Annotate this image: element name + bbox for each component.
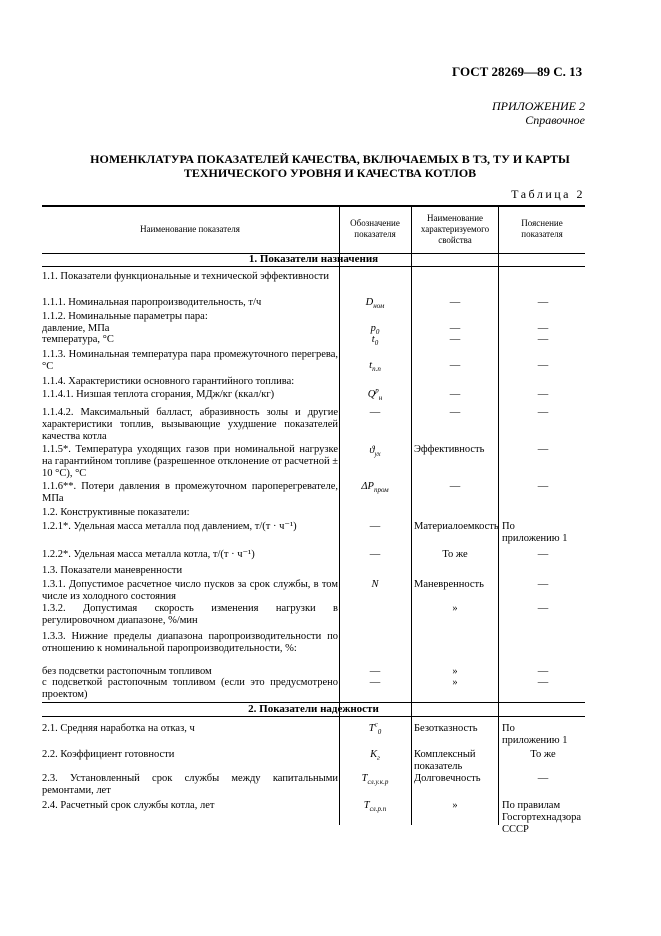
- note-1-2-1: По приложению 1: [502, 521, 568, 544]
- symbol-1-1-3: $t_{п.п}$: [369, 360, 381, 374]
- section-2-divider: [42, 716, 585, 717]
- property-1-1-1: —: [449, 297, 461, 308]
- property-1-1-6: —: [449, 481, 461, 492]
- note-2-2: То же: [530, 749, 556, 760]
- symbol-1-1-1: $D_{ном}$: [365, 297, 385, 311]
- section-title-2: 2. Показатели надежности: [248, 703, 379, 715]
- row-1-3-3b: с подсветкой растопочным топливом (если это предусмотрено проектом): [42, 677, 338, 700]
- section-title-1: 1. Показатели назначения: [248, 253, 379, 265]
- note-1-2-2: —: [537, 549, 549, 560]
- property-1-1-3: —: [449, 360, 461, 371]
- symbol-2-2: $K_г$: [370, 749, 380, 763]
- row-1-1: 1.1. Показатели функциональные и технической эффективности: [42, 271, 329, 282]
- property-1-3-3a: »: [452, 666, 458, 677]
- row-1-1-6: 1.1.6**. Потери давления в промежуточном пароперегревателе, МПа: [42, 481, 338, 504]
- symbol-1-3-3a: —: [369, 666, 381, 677]
- row-1-1-4: 1.1.4. Характеристики основного гарантийного топлива:: [42, 376, 295, 387]
- row-1-3-2: 1.3.2. Допустимая скорость изменения нагрузки в регулировочном диапазоне, %/мин: [42, 603, 338, 626]
- row-1-1-2: 1.1.2. Номинальные параметры пара:: [42, 311, 208, 322]
- property-1-3-3b: »: [452, 677, 458, 688]
- column-header-property: Наименование характеризуемого свойства: [420, 212, 490, 245]
- property-1-1-5: Эффективность: [414, 444, 485, 455]
- row-1-2-1: 1.2.1*. Удельная масса металла под давлением, т/(т · ч⁻¹): [42, 521, 297, 532]
- row-1-1-2b: температура, °С: [42, 334, 114, 345]
- note-1-1-4-1: —: [537, 389, 549, 400]
- table-label: Таблица 2: [511, 187, 585, 201]
- note-1-1-2a: —: [537, 323, 549, 334]
- property-2-2: Комплексный показатель: [414, 749, 476, 772]
- note-1-1-1: —: [537, 297, 549, 308]
- row-2-4: 2.4. Расчетный срок службы котла, лет: [42, 800, 215, 811]
- symbol-1-1-2a: $p_0$: [370, 323, 380, 337]
- row-2-2: 2.2. Коэффициент готовности: [42, 749, 175, 760]
- appendix-type: Справочное: [525, 113, 585, 127]
- document-title: НОМЕНКЛАТУРА ПОКАЗАТЕЛЕЙ КАЧЕСТВА, ВКЛЮЧАЕМЫХ В ТЗ, ТУ И КАРТЫ ТЕХНИЧЕСКОГО УРОВНЯ И КАЧЕСТВА КОТЛОВ: [90, 152, 570, 180]
- row-1-3-3: 1.3.3. Нижние пределы диапазона паропроизводительности по отношению к номинальной паропроизводительности, %:: [42, 631, 338, 654]
- note-2-1: По приложению 1: [502, 723, 568, 746]
- symbol-1-1-5: $ϑ_{ух}$: [369, 445, 381, 459]
- page-header: ГОСТ 28269—89 С. 13: [452, 64, 583, 79]
- row-1-3-1: 1.3.1. Допустимое расчетное число пусков за срок службы, в том числе из холодного состояния: [42, 579, 338, 602]
- row-1-1-5: 1.1.5*. Температура уходящих газов при номинальной нагрузке на гарантийном топливе (разрешенное отклонение от расчетной ± 10 °С), °С: [42, 444, 338, 479]
- property-1-1-4-2: —: [449, 407, 461, 418]
- column-divider-3: [498, 205, 499, 825]
- property-1-2-2: То же: [442, 549, 468, 560]
- symbol-1-1-4-1: $Q^р_н$: [367, 386, 383, 403]
- row-1-2-2: 1.2.2*. Удельная масса металла котла, т/(т · ч⁻¹): [42, 549, 255, 560]
- symbol-2-1: $T^c_0$: [368, 720, 382, 737]
- property-2-1: Безотказность: [414, 723, 478, 734]
- note-1-3-3b: —: [537, 677, 549, 688]
- row-1-1-3: 1.1.3. Номинальная температура пара промежуточного перегрева, °С: [42, 349, 338, 372]
- appendix-label: [492, 99, 585, 127]
- note-1-1-5: —: [537, 444, 549, 455]
- property-1-1-2a: —: [449, 323, 461, 334]
- property-1-3-1: Маневренность: [414, 579, 484, 590]
- row-1-3-3a: без подсветки растопочным топливом: [42, 666, 212, 677]
- symbol-1-3-1: N: [371, 579, 379, 590]
- symbol-2-4: $T_{сл.р.п}$: [363, 800, 387, 814]
- row-1-1-2a: давление, МПа: [42, 323, 110, 334]
- symbol-2-3: $T_{сл.у.к.р}$: [361, 773, 389, 787]
- property-1-2-1: Материалоемкость: [414, 521, 499, 532]
- note-2-3: —: [537, 773, 549, 784]
- column-header-designation: Обозначение показателя: [350, 218, 400, 239]
- row-1-1-4-2: 1.1.4.2. Максимальный балласт, абразивность золы и другие характеристики топлив, вызывающие ухудшение показателей качества котла: [42, 407, 338, 442]
- row-1-3: 1.3. Показатели маневренности: [42, 565, 183, 576]
- symbol-1-2-2: —: [369, 549, 381, 560]
- note-1-3-3a: —: [537, 666, 549, 677]
- note-1-1-6: —: [537, 481, 549, 492]
- note-1-1-2b: —: [537, 334, 549, 345]
- row-1-2: 1.2. Конструктивные показатели:: [42, 507, 190, 518]
- symbol-1-3-3b: —: [369, 677, 381, 688]
- note-1-3-1: —: [537, 579, 549, 590]
- property-2-4: »: [452, 800, 458, 811]
- row-1-1-1: 1.1.1. Номинальная паропроизводительность, т/ч: [42, 297, 262, 308]
- property-2-3: Долговечность: [414, 773, 481, 784]
- symbol-1-1-6: $\Delta P_{пром}$: [361, 481, 389, 495]
- symbol-1-1-2b: $t_0$: [371, 334, 379, 348]
- section-1-divider: [42, 266, 585, 267]
- note-1-1-4-2: —: [537, 407, 549, 418]
- appendix-number: ПРИЛОЖЕНИЕ 2: [492, 99, 585, 113]
- symbol-1-2-1: —: [369, 521, 381, 532]
- note-2-4: По правилам Госгортехнадзора СССР: [502, 800, 582, 835]
- property-1-1-4-1: —: [449, 389, 461, 400]
- row-2-1: 2.1. Средняя наработка на отказ, ч: [42, 723, 195, 734]
- row-1-1-4-1: 1.1.4.1. Низшая теплота сгорания, МДж/кг (ккал/кг): [42, 389, 275, 400]
- note-1-3-2: —: [537, 603, 549, 614]
- column-header-name: Наименование показателя: [140, 223, 240, 234]
- row-2-3: 2.3. Установленный срок службы между капитальными ремонтами, лет: [42, 773, 338, 796]
- column-header-note: Пояснение показателя: [521, 218, 563, 239]
- symbol-1-1-4-2: —: [369, 407, 381, 418]
- note-1-1-3: —: [537, 360, 549, 371]
- property-1-1-2b: —: [449, 334, 461, 345]
- property-1-3-2: »: [452, 603, 458, 614]
